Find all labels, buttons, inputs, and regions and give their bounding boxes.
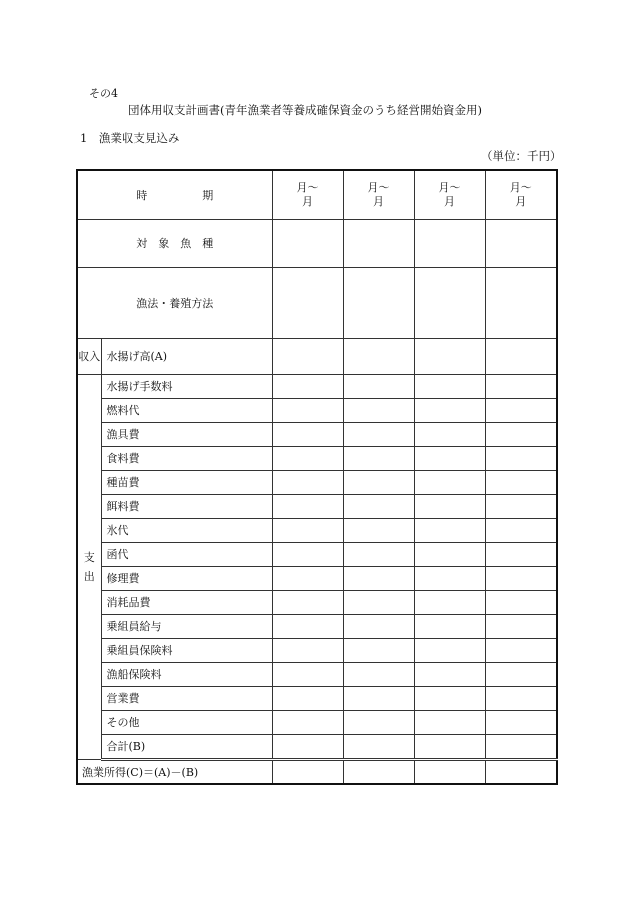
value-cell[interactable] [414,398,485,422]
value-cell[interactable] [485,710,557,734]
income-group-text: 収入 [78,349,101,363]
period-to: 月 [444,194,455,208]
expense-item-text: 種苗費 [106,476,140,489]
period-cell[interactable] [485,170,557,219]
value-cell[interactable] [272,590,343,614]
expense-item-label [101,518,272,542]
value-cell[interactable] [272,710,343,734]
expense-row [77,422,557,446]
value-cell[interactable] [414,614,485,638]
value-cell[interactable] [343,518,414,542]
document-title: 団体用収支計画書(青年漁業者等養成確保資金のうち経営開始資金用) [128,103,482,117]
value-cell[interactable] [485,638,557,662]
method-row [77,267,557,338]
expense-item-label [101,614,272,638]
expense-item-label [101,422,272,446]
expense-item-text: その他 [106,716,140,729]
value-cell[interactable] [485,267,557,338]
period-to: 月 [302,194,313,208]
value-cell[interactable] [272,518,343,542]
value-cell[interactable] [343,398,414,422]
value-cell[interactable] [343,686,414,710]
expense-group-label [77,374,101,759]
period-to: 月 [515,194,527,208]
value-cell[interactable] [272,734,343,759]
value-cell[interactable] [485,422,557,446]
species-label [77,219,272,267]
period-cell[interactable] [343,170,414,219]
income-expense-table [76,169,558,785]
fishing-income-label [77,759,272,784]
value-cell[interactable] [485,662,557,686]
income-row [77,338,557,374]
expense-item-text: 餌料費 [106,500,140,513]
period-from: 月～ [509,180,532,194]
expense-row [77,686,557,710]
income-group-label [77,338,101,374]
expense-row [77,710,557,734]
value-cell[interactable] [414,518,485,542]
value-cell[interactable] [272,374,343,398]
expense-item-label [101,662,272,686]
expense-row [77,470,557,494]
method-label [77,267,272,338]
value-cell[interactable] [414,590,485,614]
expense-item-label [101,470,272,494]
expense-item-label [101,638,272,662]
value-cell[interactable] [343,446,414,470]
expense-item-text: 漁具費 [106,428,140,441]
value-cell[interactable] [485,734,557,759]
value-cell[interactable] [272,662,343,686]
value-cell[interactable] [272,566,343,590]
value-cell[interactable] [414,374,485,398]
expense-row [77,638,557,662]
expense-row [77,590,557,614]
value-cell[interactable] [485,542,557,566]
value-cell[interactable] [343,734,414,759]
value-cell[interactable] [414,470,485,494]
value-cell[interactable] [414,710,485,734]
value-cell[interactable] [485,219,557,267]
value-cell[interactable] [272,542,343,566]
expense-item-label [101,398,272,422]
value-cell[interactable] [485,614,557,638]
expense-row [77,398,557,422]
value-cell[interactable] [414,494,485,518]
value-cell[interactable] [485,494,557,518]
value-cell[interactable] [485,398,557,422]
income-item-text: 水揚げ高(A) [106,350,168,363]
expense-item-text: 乗組員給与 [106,620,162,633]
value-cell[interactable] [272,686,343,710]
value-cell[interactable] [485,566,557,590]
expense-item-label [101,494,272,518]
expense-item-label [101,446,272,470]
period-header [77,170,272,219]
expense-item-label [101,710,272,734]
expense-row [77,374,557,398]
fishing-income-row [77,759,557,784]
form-number: その4 [89,87,118,100]
expense-row [77,662,557,686]
expense-item-text: 水揚げ手数料 [106,380,173,393]
expense-group-text: 支出 [83,550,95,583]
period-from: 月～ [367,180,390,194]
expense-item-label [101,566,272,590]
value-cell[interactable] [343,614,414,638]
expense-item-text: 消耗品費 [106,596,151,609]
expense-item-text: 修理費 [106,572,140,585]
value-cell[interactable] [343,662,414,686]
species-label-text: 対 象 魚 種 [136,237,214,250]
value-cell[interactable] [414,542,485,566]
value-cell[interactable] [343,494,414,518]
expense-item-label [101,542,272,566]
expense-row [77,494,557,518]
value-cell[interactable] [343,374,414,398]
expense-total-text: 合計(B) [106,740,146,753]
value-cell[interactable] [414,338,485,374]
expense-item-label [101,686,272,710]
value-cell[interactable] [343,267,414,338]
fishing-income-text: 漁業所得(C)＝(A)－(B) [82,765,199,779]
period-from: 月～ [438,180,461,194]
period-cell[interactable] [414,170,485,219]
value-cell[interactable] [343,422,414,446]
value-cell[interactable] [485,470,557,494]
value-cell[interactable] [414,759,485,784]
expense-total-label [101,734,272,759]
expense-item-text: 漁船保険料 [106,668,162,681]
expense-item-label [101,590,272,614]
value-cell[interactable] [343,566,414,590]
value-cell[interactable] [485,590,557,614]
expense-item-text: 函代 [106,548,129,561]
value-cell[interactable] [272,470,343,494]
value-cell[interactable] [343,759,414,784]
expense-row [77,518,557,542]
value-cell[interactable] [272,638,343,662]
value-cell[interactable] [414,686,485,710]
value-cell[interactable] [343,219,414,267]
value-cell[interactable] [414,566,485,590]
value-cell[interactable] [414,638,485,662]
expense-item-text: 乗組員保険料 [106,644,173,657]
expense-item-text: 食料費 [106,452,140,465]
value-cell[interactable] [272,219,343,267]
value-cell[interactable] [414,446,485,470]
expense-item-label [101,374,272,398]
period-from: 月～ [296,180,319,194]
value-cell[interactable] [343,590,414,614]
value-cell[interactable] [485,759,557,784]
value-cell[interactable] [272,398,343,422]
value-cell[interactable] [343,638,414,662]
value-cell[interactable] [485,374,557,398]
value-cell[interactable] [414,734,485,759]
value-cell[interactable] [414,267,485,338]
value-cell[interactable] [485,686,557,710]
method-label-text: 漁法・養殖方法 [136,296,214,310]
value-cell[interactable] [343,338,414,374]
expense-row [77,542,557,566]
value-cell[interactable] [414,219,485,267]
value-cell[interactable] [485,518,557,542]
expense-item-text: 燃料代 [106,404,140,417]
value-cell[interactable] [272,614,343,638]
value-cell[interactable] [343,470,414,494]
section-heading: 1 漁業収支見込み [80,131,180,145]
value-cell[interactable] [485,338,557,374]
expense-row [77,614,557,638]
value-cell[interactable] [272,422,343,446]
value-cell[interactable] [272,759,343,784]
value-cell[interactable] [343,710,414,734]
value-cell[interactable] [485,446,557,470]
value-cell[interactable] [272,446,343,470]
expense-item-text: 営業費 [106,692,140,705]
value-cell[interactable] [272,338,343,374]
expense-total-row [77,734,557,759]
value-cell[interactable] [343,542,414,566]
expense-row [77,566,557,590]
unit-note: （単位：千円） [481,149,562,163]
value-cell[interactable] [414,662,485,686]
value-cell[interactable] [272,267,343,338]
expense-item-text: 氷代 [106,524,129,537]
value-cell[interactable] [414,422,485,446]
period-header-row [77,170,557,219]
period-to: 月 [373,194,384,208]
species-row [77,219,557,267]
expense-row [77,446,557,470]
value-cell[interactable] [272,494,343,518]
income-item-label [101,338,272,374]
period-cell[interactable] [272,170,343,219]
period-header-label: 時 期 [136,188,214,202]
